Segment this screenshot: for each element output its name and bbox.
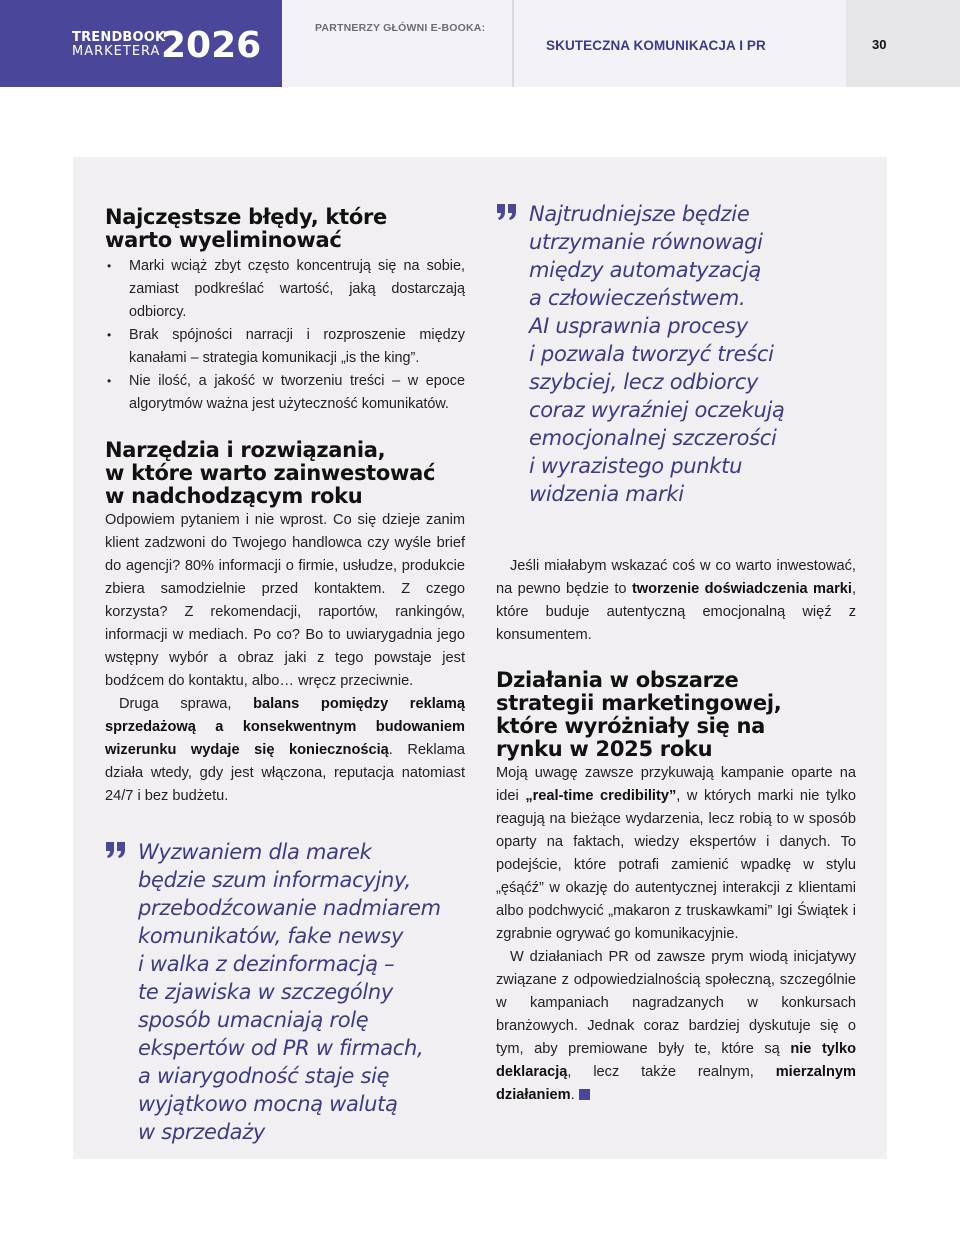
quote-icon <box>105 842 127 858</box>
actions-paragraph-2 <box>496 946 856 1107</box>
heading-line: rynku w 2025 roku <box>496 737 713 761</box>
text-run: Jeśli miałabym wskazać coś w co warto inwestować, na pewno będzie to <box>496 558 856 597</box>
heading-line: Najczęstsze błędy, które <box>105 205 387 229</box>
quote-line: przebodźcowanie nadmiarem <box>138 896 441 920</box>
text-run: . Reklama działa wtedy, gdy jest włączona, reputacja natomiast 24/7 i bez budżetu. <box>105 742 465 804</box>
bullet-icon: • <box>107 374 112 388</box>
list-item <box>105 324 465 370</box>
brand-bottom: MARKETERA <box>72 44 161 59</box>
partners-block <box>282 0 514 87</box>
quote-line: w sprzedaży <box>138 1120 266 1144</box>
list-item <box>105 370 465 416</box>
quote-line: i pozwala tworzyć treści <box>529 342 774 366</box>
pull-quote-left <box>105 838 465 1146</box>
heading-line: w nadchodzącym roku <box>105 484 363 508</box>
brand-year: 2026 <box>161 25 262 66</box>
heading-line: strategii marketingowej, <box>496 691 782 715</box>
text-run: , w których marki nie tylko reagują na bieżące wydarzenia, lecz robią to w sposób oparty na faktach, wiedzy ekspertów i danych. To podejście, które potrafi zamienić wpadkę w stylu „ęśąćź” w okazję do autentycznej interakcji z klientami albo podchwycić „makaron z truskawkami” Igi Świątek i zgrabnie ogrywać go komunikacyjnie. <box>496 788 856 942</box>
tools-paragraph-2 <box>105 693 465 808</box>
quote-text <box>529 200 856 508</box>
text-run: , które buduje autentyczną emocjonalną więź z konsumentem. <box>496 581 856 643</box>
mistakes-list <box>105 255 465 416</box>
left-column <box>105 206 465 1146</box>
end-mark-icon <box>579 1089 590 1100</box>
quote-line: widzenia marki <box>529 482 684 506</box>
quote-icon <box>496 204 518 220</box>
quote-line: coraz wyraźniej oczekują <box>529 398 785 422</box>
quote-line: Wyzwaniem dla marek <box>138 840 372 864</box>
text-run: , lecz także realnym, <box>567 1064 776 1080</box>
page-number-box <box>846 0 960 87</box>
quote-line: emocjonalnej szczerości <box>529 426 777 450</box>
quote-line: sposób umacniają rolę <box>138 1008 369 1032</box>
heading-line: w które warto zainwestować <box>105 461 436 485</box>
text-run: Moją uwagę zawsze przykuwają kampanie oparte na idei <box>496 765 856 804</box>
heading-line: Działania w obszarze <box>496 668 739 692</box>
list-item-text: Nie ilość, a jakość w tworzeniu treści – w epoce algorytmów ważna jest użyteczność komunikatów. <box>129 373 465 412</box>
quote-line: a wiarygodność staje się <box>138 1064 390 1088</box>
pull-quote-right <box>496 200 856 508</box>
bullet-icon: • <box>107 328 112 342</box>
text-run: W działaniach PR od zawsze prym wiodą inicjatywy związane z odpowiedzialnością społeczną, szczególnie w kampaniach nagradzanych w konkursach branżowych. Jednak coraz bardziej dyskutuje się o tym, aby premiowane były te, które są <box>496 949 856 1057</box>
quote-line: utrzymanie równowagi <box>529 230 763 254</box>
quote-text <box>138 838 465 1146</box>
quote-line: a człowieczeństwem. <box>529 286 746 310</box>
bold-text: „real-time credibility” <box>525 788 677 804</box>
quote-line: komunikatów, fake newsy <box>138 924 404 948</box>
heading-line: warto wyeliminować <box>105 228 342 252</box>
right-column <box>496 200 856 1107</box>
quote-line: będzie szum informacyjny, <box>138 868 411 892</box>
list-item <box>105 255 465 324</box>
section-block <box>514 0 846 87</box>
quote-line: szybciej, lecz odbiorcy <box>529 370 759 394</box>
page-header <box>0 0 960 87</box>
heading-line: Narzędzia i rozwiązania, <box>105 438 386 462</box>
page-number: 30 <box>872 37 887 52</box>
quote-line: i wyrazistego punktu <box>529 454 743 478</box>
quote-line: i walka z dezinformacją – <box>138 952 395 976</box>
investment-paragraph <box>496 555 856 647</box>
bold-text: nie tylko deklaracją <box>496 1041 857 1080</box>
partners-label: PARTNERZY GŁÓWNI E-BOOKA: <box>315 22 486 34</box>
text-run: . <box>570 1087 575 1103</box>
section-title: SKUTECZNA KOMUNIKACJA I PR <box>546 38 766 53</box>
actions-paragraph-1 <box>496 762 856 946</box>
list-item-text: Marki wciąż zbyt często koncentrują się na sobie, zamiast podkreślać wartość, jaką dostarczają odbiorcy. <box>129 258 465 320</box>
brand-top: TRENDBOOK <box>72 30 166 45</box>
quote-line: Najtrudniejsze będzie <box>529 202 750 226</box>
bold-text: balans pomiędzy reklamą sprzedażową a konsekwentnym budowaniem wizerunku wydaje się koniecznością <box>105 696 465 758</box>
bold-text: tworzenie doświadczenia marki <box>631 581 852 597</box>
list-item-text: Brak spójności narracji i rozproszenie między kanałami – strategia komunikacji „is the king”. <box>129 327 465 366</box>
quote-line: te zjawiska w szczególny <box>138 980 394 1004</box>
quote-line: wyjątkowo mocną walutą <box>138 1092 398 1116</box>
heading-actions-2025 <box>496 669 856 761</box>
brand-logo-words <box>72 31 165 59</box>
brand-block <box>0 0 282 87</box>
heading-tools <box>105 439 465 508</box>
heading-line: które wyróżniały się na <box>496 714 766 738</box>
bold-text: mierzalnym działaniem <box>496 1064 856 1103</box>
tools-paragraph-1: Odpowiem pytaniem i nie wprost. Co się dzieje zanim klient zadzwoni do Twojego handlowca czy wyśle brief do agencji? 80% informacji o firmie, usłudze, produkcie zbiera samodzielnie przed kontaktem. Z czego korzysta? Z rekomendacji, raportów, rankingów, informacji w mediach. Po co? Bo to uwiarygadnia jego wstępny wybór a obraz jaki z tego powstaje jest bodźcem do kontaktu, albo… wręcz przeciwnie. <box>105 512 465 689</box>
bullet-icon: • <box>107 259 112 273</box>
quote-line: ekspertów od PR w firmach, <box>138 1036 424 1060</box>
heading-common-mistakes <box>105 206 465 252</box>
quote-line: między automatyzacją <box>529 258 762 282</box>
text-run: Druga sprawa, <box>119 696 254 712</box>
quote-line: AI usprawnia procesy <box>529 314 748 338</box>
